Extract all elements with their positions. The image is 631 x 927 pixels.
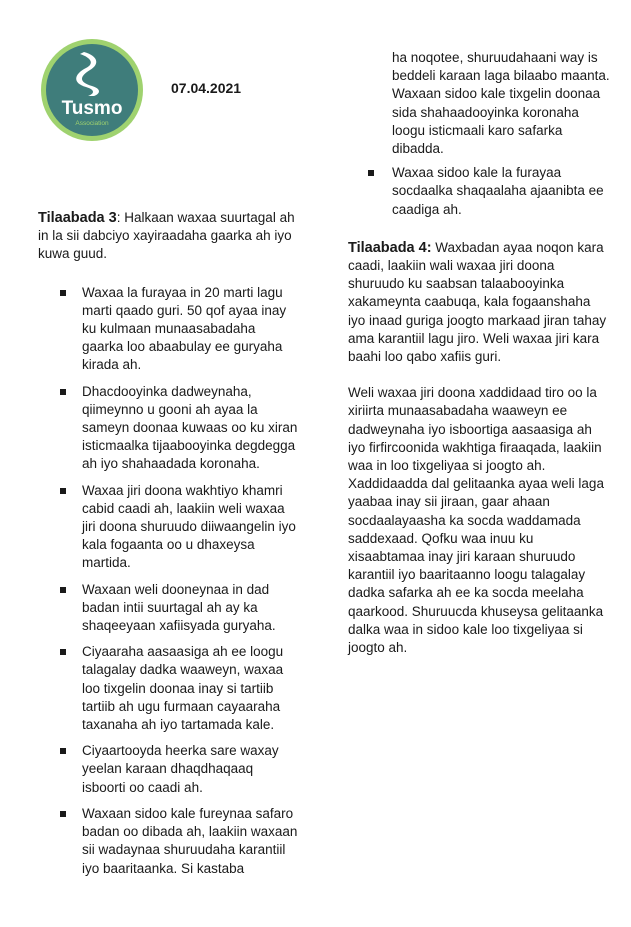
bullet-icon: [60, 649, 66, 655]
bullet-icon: [60, 290, 66, 296]
section-4-title: Tilaabada 4:: [348, 239, 432, 256]
bullet-icon: [60, 587, 66, 593]
section-3-bullet-list: [38, 284, 300, 878]
logo-subtitle: Association: [75, 120, 109, 127]
list-item: Ciyaaraha aasaasiga ah ee loogu talagalay dadka waaweyn, waxaa loo tixgelin doonaa inay si tartiib tartiib ah ugu furmaan cayaaraha taxanaha ah iyo tartamada kale.: [38, 643, 300, 734]
section-3-intro-text: : Halkaan waxaa suurtagal ah in la sii dabciyo xayiraadaha gaarka ah iyo kuwa guud.: [38, 210, 295, 262]
bullet-icon: [60, 748, 66, 754]
right-column: [348, 49, 610, 673]
section-3-intro: [38, 209, 300, 264]
right-bullet-list: [348, 164, 610, 219]
section-4-text: Waxbadan ayaa noqon kara caadi, laakiin wali waxaa jiri doona shuruudo ku saabsan talaabooyinka xakameynta caabuqa, kala fogaanshaha iyo inaad guriga joogto markaad jiran tahay ama karantiil lagu jiro. Weli waxaa jiri kara baahi loo qabo xafiis guri.: [348, 239, 607, 365]
logo-name: Tusmo: [61, 98, 123, 119]
continued-paragraph: ha noqotee, shuruudahaani way is beddeli karaan laga bilaabo maanta. Waxaan sidoo kale tixgelin doonaa sida shahaadooyinka koronaha loogu isticmaali karo safarka dibadda.: [392, 50, 610, 157]
bullet-icon: [368, 170, 374, 176]
list-item: Dhacdooyinka dadweynaha, qiimeynno u gooni ah ayaa la sameyn doonaa kuwaas oo ku xiran isticmaalka tijaabooyinka degdegga ah iyo shahaadada koronaha.: [38, 383, 300, 474]
list-item: Waxaa jiri doona wakhtiyo khamri cabid caadi ah, laakiin weli waxaa jiri doona shuruudo diiwaangelin iyo kala fogaanta oo u dhaxeysa martida.: [38, 482, 300, 573]
section-4-paragraph: [348, 239, 610, 366]
list-item: Waxaa sidoo kale la furayaa socdaalka shaqaalaha ajaanibta ee caadiga ah.: [348, 164, 610, 219]
list-item: Ciyaartooyda heerka sare waxay yeelan karaan dhaqdhaqaaq isboorti oo caadi ah.: [38, 742, 300, 797]
body-paragraph: Weli waxaa jiri doona xaddidaad tiro oo la xiriirta munaasabadaha waaweyn ee dadweynaha iyo isboortiga aasaasiga ah iyo firfircoonida wakhtiga firaaqada, laakiin waa in loo tixgeliyaa si joogto ah. Xaddidaadda dal gelitaanka ayaa weli laga yaabaa inay sii jiraan, gaar ahaan socdaalayaasha ka socda waddamada saddexaad. Qofku waa inuu ku xisaabtamaa inay jiri karaan shuruudo karantiil iyo baaritaanno loogu talagalay dadka safarka ah ee ka socda meelaha qaarkood. Shuruucda khuseysa gelitaanka dalka waa in sidoo kale loo tixgeliyaa si joogto ah.: [348, 385, 604, 656]
section-3-title: Tilaabada 3: [38, 210, 117, 226]
bullet-icon: [60, 488, 66, 494]
list-item: Waxaan sidoo kale fureynaa safaro badan oo dibada ah, laakiin waxaan sii wadaynaa shuruudaha karantiil iyo baaritaanka. Si kastaba: [38, 805, 300, 878]
list-item: Waxaan weli dooneynaa in dad badan intii suurtagal ah ay ka shaqeeyaan xafiisyada guryaha.: [38, 581, 300, 636]
list-item: Waxaa la furayaa in 20 marti lagu marti qaado guri. 50 qof ayaa inay ku kulmaan munaasabadaha gaarka loo abaabulay ee guryaha kirada ah.: [38, 284, 300, 375]
left-column: [38, 209, 300, 886]
bullet-icon: [60, 389, 66, 395]
document-date: 07.04.2021: [171, 80, 242, 96]
tusmo-logo: [40, 38, 144, 142]
bullet-icon: [60, 811, 66, 817]
